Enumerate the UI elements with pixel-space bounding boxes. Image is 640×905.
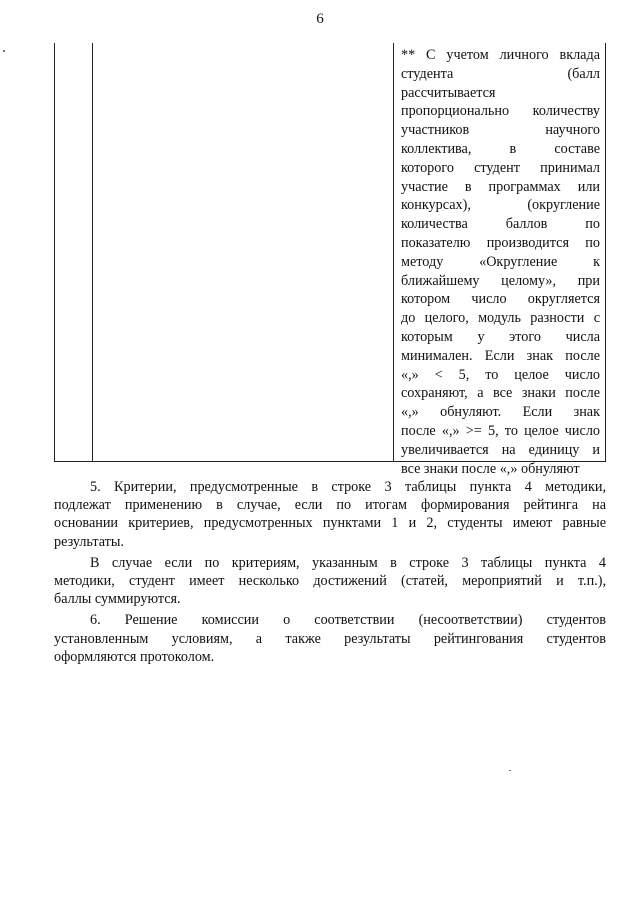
note-line: конкурсах), (округление <box>401 197 600 214</box>
paragraph-line: подлежат применению в случае, если по итогам формирования рейтинга на <box>54 497 606 514</box>
table-column-divider <box>393 43 394 461</box>
paragraph-line: установленным условиям, а также результаты рейтингования студентов <box>54 630 606 647</box>
paragraph-line: В случае если по критериям, указанным в строке 3 таблицы пункта 4 <box>90 554 606 571</box>
note-line: пропорционально количеству <box>401 103 600 120</box>
note-line: которого студент принимал <box>401 159 600 176</box>
paragraph-line: результаты. <box>54 533 124 550</box>
paragraph-line: основании критериев, предусмотренных пунктами 1 и 2, студенты имеют равные <box>54 515 606 532</box>
note-line: участие в программах или <box>401 178 600 195</box>
note-line: увеличивается на единицу и <box>401 441 600 458</box>
document-body <box>54 478 606 669</box>
table-note-cell <box>401 46 600 478</box>
scan-speck <box>3 50 5 52</box>
note-line: все знаки после «,» обнуляют <box>401 460 580 477</box>
paragraph-line: 5. Критерии, предусмотренные в строке 3 таблицы пункта 4 методики, <box>90 479 606 495</box>
paragraph-5 <box>54 478 606 551</box>
paragraph-line: оформляются протоколом. <box>54 648 215 665</box>
paragraph-line: методики, студент имеет несколько достижений (статей, мероприятий и т.п.), <box>54 573 606 590</box>
paragraph-6 <box>54 611 606 666</box>
note-line: ** С учетом личного вклада <box>401 47 600 63</box>
note-line: ближайшему целому», при <box>401 272 600 289</box>
criteria-table-continuation <box>54 43 606 477</box>
note-line: студента (балл <box>401 65 600 82</box>
note-line: «,» обнуляют. Если знак <box>401 404 600 421</box>
note-line: участников научного <box>401 122 600 139</box>
note-line: после «,» >= 5, то целое число <box>401 422 600 439</box>
paragraph-line: баллы суммируются. <box>54 591 181 608</box>
paragraph-line: 6. Решение комиссии о соответствии (несоответствии) студентов <box>90 612 606 629</box>
note-line: рассчитывается <box>401 84 496 101</box>
note-line: до целого, модуль разности с <box>401 310 600 327</box>
note-line: котором число округляется <box>401 291 600 308</box>
note-line: сохраняют, а все знаки после <box>401 385 600 402</box>
note-line: «,» < 5, то целое число <box>401 366 600 383</box>
note-line: показателю производится по <box>401 234 600 251</box>
page-number: 6 <box>316 11 324 27</box>
note-line: количества баллов по <box>401 216 600 233</box>
note-line: минимален. Если знак после <box>401 347 600 364</box>
note-line: методу «Округление к <box>401 253 600 270</box>
scan-speck <box>509 770 511 771</box>
note-line: которым у этого числа <box>401 328 600 345</box>
table-column-divider <box>92 43 93 461</box>
note-line: коллектива, в составе <box>401 140 600 157</box>
paragraph-5-addendum <box>54 554 606 609</box>
